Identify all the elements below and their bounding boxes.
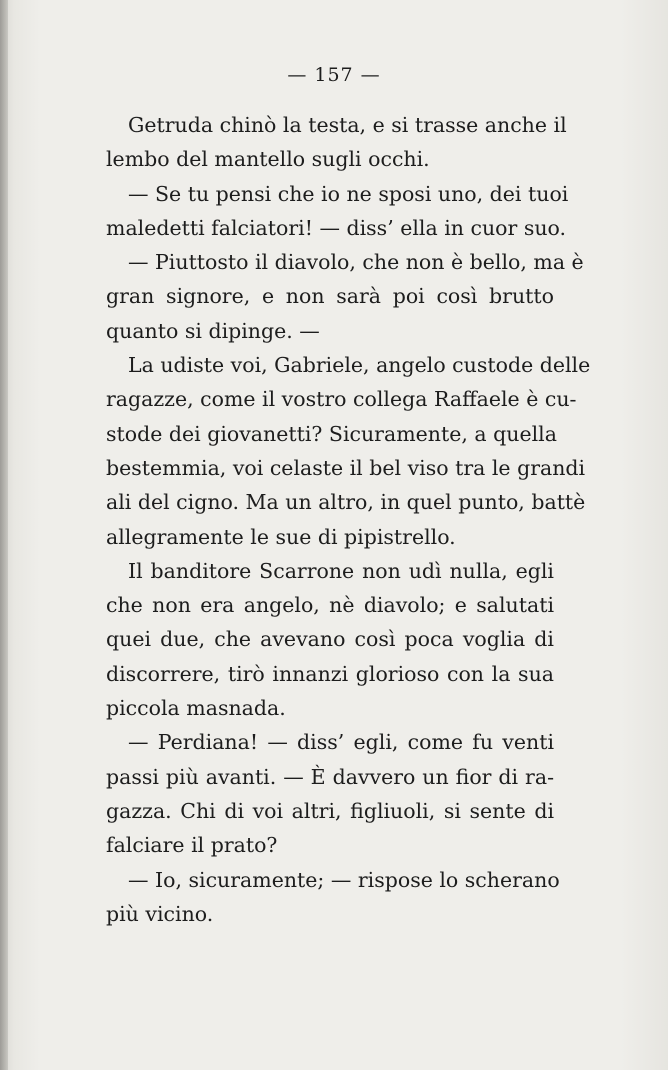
text-line: lembo del mantello sugli occhi.	[106, 147, 430, 172]
text-line: discorrere, tirò innanzi glorioso con la sua	[106, 661, 554, 686]
text-line: passi più avanti. — È davvero un fior di ra-	[106, 764, 554, 789]
paragraph	[106, 348, 591, 554]
text-line: stode dei giovanetti? Sicuramente, a quella	[106, 421, 557, 446]
text-line: — Piuttosto il diavolo, che non è bello, ma è	[128, 250, 584, 275]
text-line: ragazze, come il vostro collega Raffaele è cu-	[106, 387, 577, 412]
paragraph	[106, 108, 567, 177]
text-line: bestemmia, voi celaste il bel viso tra le grandi	[106, 455, 586, 480]
paragraph	[106, 863, 560, 932]
text-line: gran signore, e non sarà poi così brutto	[106, 284, 554, 309]
text-line: allegramente le sue di pipistrello.	[106, 524, 456, 549]
text-line: che non era angelo, nè diavolo; e salutati	[106, 593, 554, 618]
text-line: — Perdiana! — diss’ egli, come fu venti	[128, 730, 554, 755]
text-line: più vicino.	[106, 901, 214, 926]
text-body	[106, 108, 591, 931]
paragraph	[106, 177, 569, 246]
text-line: piccola masnada.	[106, 696, 286, 721]
text-line: maledetti falciatori! — diss’ ella in cuor suo.	[106, 215, 567, 240]
text-line: quanto si dipinge. —	[106, 318, 320, 343]
text-line: falciare il prato?	[106, 833, 278, 858]
text-line: Il banditore Scarrone non udì nulla, egli	[128, 558, 554, 583]
page-number: — 157 —	[287, 64, 381, 86]
paragraph	[106, 725, 554, 862]
text-line: ali del cigno. Ma un altro, in quel punto, battè	[106, 490, 586, 515]
text-line: quei due, che avevano così poca voglia di	[106, 627, 554, 652]
paragraph	[106, 245, 584, 348]
text-line: La udiste voi, Gabriele, angelo custode delle	[128, 353, 591, 378]
text-line: Getruda chinò la testa, e si trasse anche il	[128, 113, 567, 137]
text-line: gazza. Chi di voi altri, figliuoli, si sente di	[106, 798, 554, 823]
text-line: — Io, sicuramente; — rispose lo scherano	[128, 867, 560, 892]
paragraph	[106, 554, 554, 725]
text-line: — Se tu pensi che io ne sposi uno, dei tuoi	[128, 181, 569, 206]
binding-edge	[0, 0, 8, 1070]
